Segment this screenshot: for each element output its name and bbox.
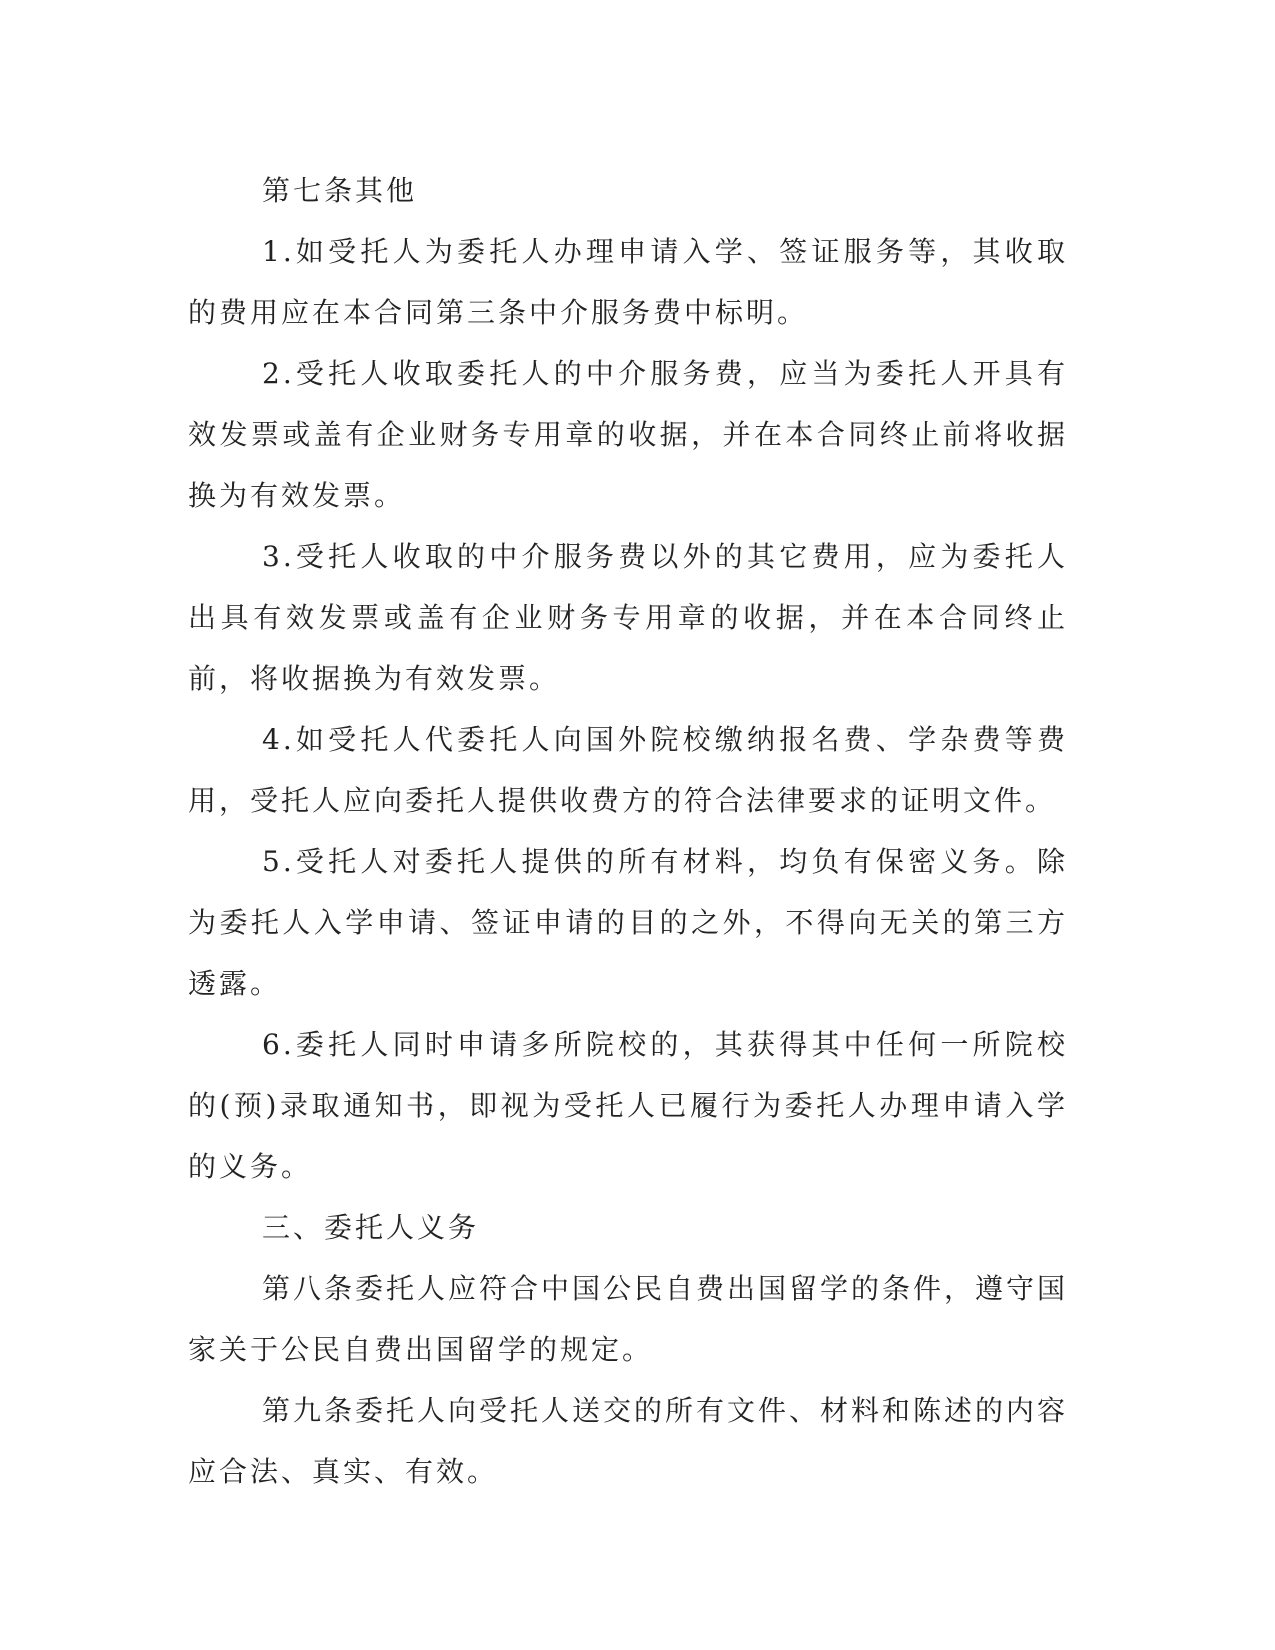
article-7-clause-2: 2.受托人收取委托人的中介服务费，应当为委托人开具有效发票或盖有企业财务专用章的收据，并在本合同终止前将收据换为有效发票。 xyxy=(188,357,1068,512)
article-7-heading: 第七条其他 xyxy=(262,174,418,207)
article-7-clause-1: 1.如受托人为委托人办理申请入学、签证服务等，其收取的费用应在本合同第三条中介服务费中标明。 xyxy=(188,235,1068,329)
article-9: 第九条委托人向受托人送交的所有文件、材料和陈述的内容应合法、真实、有效。 xyxy=(188,1394,1069,1488)
article-7-clause-5: 5.受托人对委托人提供的所有材料，均负有保密义务。除为委托人入学申请、签证申请的目的之外，不得向无关的第三方透露。 xyxy=(188,845,1068,1000)
article-7-clause-4: 4.如受托人代委托人向国外院校缴纳报名费、学杂费等费用，受托人应向委托人提供收费方的符合法律要求的证明文件。 xyxy=(188,723,1068,817)
section-3-heading: 三、委托人义务 xyxy=(262,1211,480,1244)
document-body xyxy=(188,160,1068,1502)
article-7-clause-3: 3.受托人收取的中介服务费以外的其它费用，应为委托人出具有效发票或盖有企业财务专用章的收据，并在本合同终止前，将收据换为有效发票。 xyxy=(188,540,1068,695)
article-7-clause-6: 6.委托人同时申请多所院校的，其获得其中任何一所院校的(预)录取通知书，即视为受托人已履行为委托人办理申请入学的义务。 xyxy=(188,1028,1068,1183)
article-8: 第八条委托人应符合中国公民自费出国留学的条件，遵守国家关于公民自费出国留学的规定。 xyxy=(188,1272,1069,1366)
